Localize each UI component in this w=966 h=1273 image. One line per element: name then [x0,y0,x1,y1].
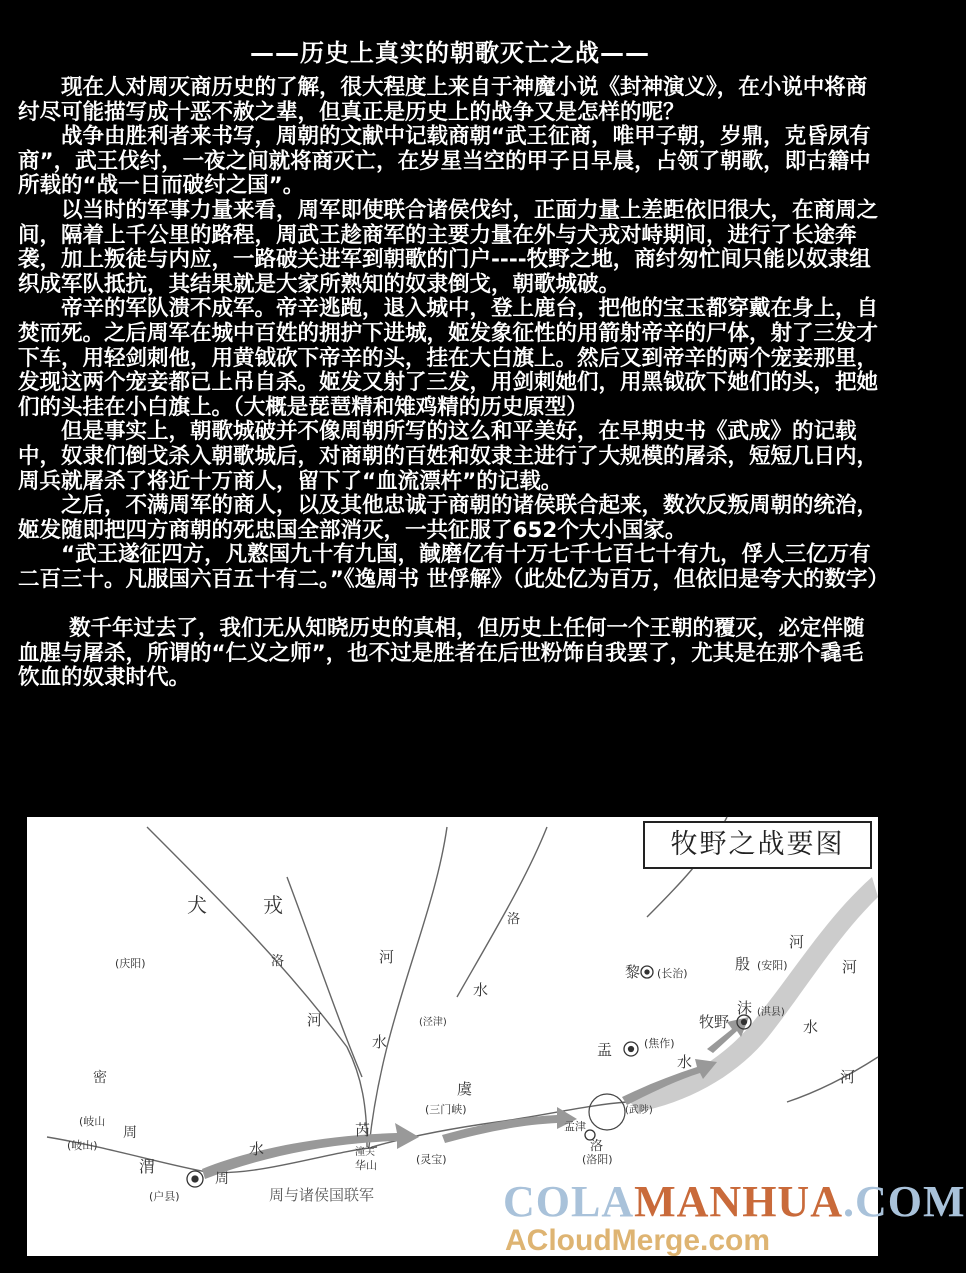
map-title: 牧野之战要图 [643,821,872,869]
watermark-part-2: MANHUA [634,1177,843,1226]
river-north [369,827,447,1147]
label-qingyang: (庆阳) [115,957,146,970]
label-wuzhi: (武陟) [625,1105,653,1116]
paragraph: 以当时的军事力量来看，周军即使联合诸侯伐纣，正面力量上差距依旧很大，在商周之间，隔着上千公里的路程，周武王趁商军的主要力量在外与犬戎对峙期间，进行了长途奔袭，加上叛徒与内应，一路破关进军到朝歌的门户----牧野之地，商纣匆忙间只能以奴隶组织成军队抵抗，其结果就是大家所熟知的奴隶倒戈，朝歌城破。 [18,197,879,297]
label-wei-river: 渭 [139,1157,156,1176]
label-jiaozuo: (焦作) [644,1037,675,1050]
label-rui: 芮 [355,1121,371,1139]
river-jing [147,827,367,1147]
label-army: 周与诸侯国联军 [269,1186,375,1204]
label-he-4: 河 [842,958,858,976]
paragraph: 但是事实上，朝歌城破并不像周朝所写的这么和平美好，在早期史书《武成》的记载中，奴隶们倒戈杀入朝歌城后，对商朝的百姓和奴隶主进行了大规模的屠杀，短短几日内，周兵就屠杀了将近十万商人，留下了“血流漂杵”的记载。 [18,419,879,494]
label-jingjin: (泾津) [419,1017,447,1028]
label-mi: 密 [93,1070,107,1086]
article-body [18,75,889,691]
label-quanrong-2: 戎 [263,893,283,917]
label-luoyang: (洛阳) [582,1153,613,1166]
label-qixian: (淇县) [757,1007,785,1018]
label-yin: 殷 [735,955,751,973]
label-luo-2: 洛 [271,954,285,969]
label-he-2: 河 [307,1011,323,1029]
label-luo-city: 洛 [590,1139,604,1154]
army-arrow-1 [202,1123,419,1179]
river-huang-north [457,827,547,997]
paragraph: “武王遂征四方，凡憝国九十有九国，馘磨亿有十万七千七百七十有九，俘人三亿万有二百三十。凡服国六百五十有二。”《逸周书 世俘解》（此处亿为百万，但依旧是夸大的数字） [18,542,889,592]
label-meng: 盂 [597,1041,613,1059]
label-sanmenxia: (三门峡) [425,1103,467,1116]
watermark-logo [503,1177,966,1226]
label-shui-3: 水 [249,1140,265,1158]
paragraph: 帝辛的军队溃不成军。帝辛逃跑，退入城中，登上鹿台，把他的宝玉都穿戴在身上，自焚而死。之后周军在城中百姓的拥护下进城，姬发象征性的用箭射帝辛的尸体，射了三发才下车，用轻剑刺他，用黄钺砍下帝辛的头，挂在大白旗上。然后又到帝辛的两个宠妾那里，发现这两个宠妾都已上吊自杀。姬发又射了三发，用剑刺她们，用黑钺砍下她们的头，把她们的头挂在小白旗上。（大概是琵琶精和雉鸡精的历史原型） [18,296,879,420]
label-anyang: (安阳) [757,959,788,972]
label-luo-1: 洛 [507,912,521,927]
label-qishan-a: (岐山 [79,1115,106,1128]
label-huxian: (户县) [149,1190,180,1203]
paragraph: 战争由胜利者来书写，周朝的文献中记载商朝“武王征商，唯甲子朝，岁鼎，克昏夙有商”，武王伐纣，一夜之间就将商灭亡，在岁星当空的甲子日早晨，占领了朝歌，即古籍中所载的“战一日而破纣之国”。 [18,124,871,199]
label-zhou-a: 周 [123,1125,137,1141]
article-title: ——历史上真实的朝歌灭亡之战—— [250,39,650,67]
river-luo-west [287,877,362,1077]
label-shui-5: 水 [803,1018,819,1036]
label-he-5: 河 [840,1068,856,1086]
paragraph: 数千年过去了，我们无从知晓历史的真相，但历史上任何一个王朝的覆灭，必定伴随血腥与屠杀，所谓的“仁义之师”，也不过是胜者在后世粉饰自我罢了，尤其是在那个毳毛饮血的奴隶时代。 [18,616,865,691]
label-yu: 虞 [457,1080,473,1098]
label-shui-1: 水 [473,981,489,999]
label-he-3: 河 [789,933,805,951]
mengjin-ring [589,1094,625,1130]
watermark-part-1: COLA [503,1177,635,1226]
label-tongguan: 潼关 [355,1147,375,1158]
label-changzhi: (长治) [657,967,688,980]
label-shui-4: 水 [677,1053,693,1071]
label-he-1: 河 [379,948,395,966]
watermark-part-3: .COM [842,1177,966,1226]
label-mo: 沫 [737,999,753,1017]
paragraph: 现在人对周灭商历史的了解，很大程度上来自于神魔小说《封神演义》，在小说中将商纣尽可能描写成十恶不赦之辈，但真正是历史上的战争又是怎样的呢？ [18,75,868,125]
label-qishan-b: (岐山) [67,1139,98,1152]
label-li: 黎 [625,963,641,981]
watermark-secondary: ACloudMerge.com [505,1224,771,1257]
label-shui-2: 水 [372,1033,388,1051]
label-zhou-b: 周 [215,1171,229,1187]
paragraph: 之后，不满周军的商人，以及其他忠诚于商朝的诸侯联合起来，数次反叛周朝的统治，姬发随即把四方商朝的死忠国全部消灭，一共征服了652个大小国家。 [18,493,879,543]
river-he-east [787,1057,878,1102]
label-muye: 牧野 [699,1013,730,1031]
label-quanrong-1: 犬 [187,893,207,917]
label-lingbao: (灵宝) [416,1153,447,1166]
label-mengjin: 孟津 [564,1120,586,1133]
label-huashan: 华山 [355,1159,377,1172]
